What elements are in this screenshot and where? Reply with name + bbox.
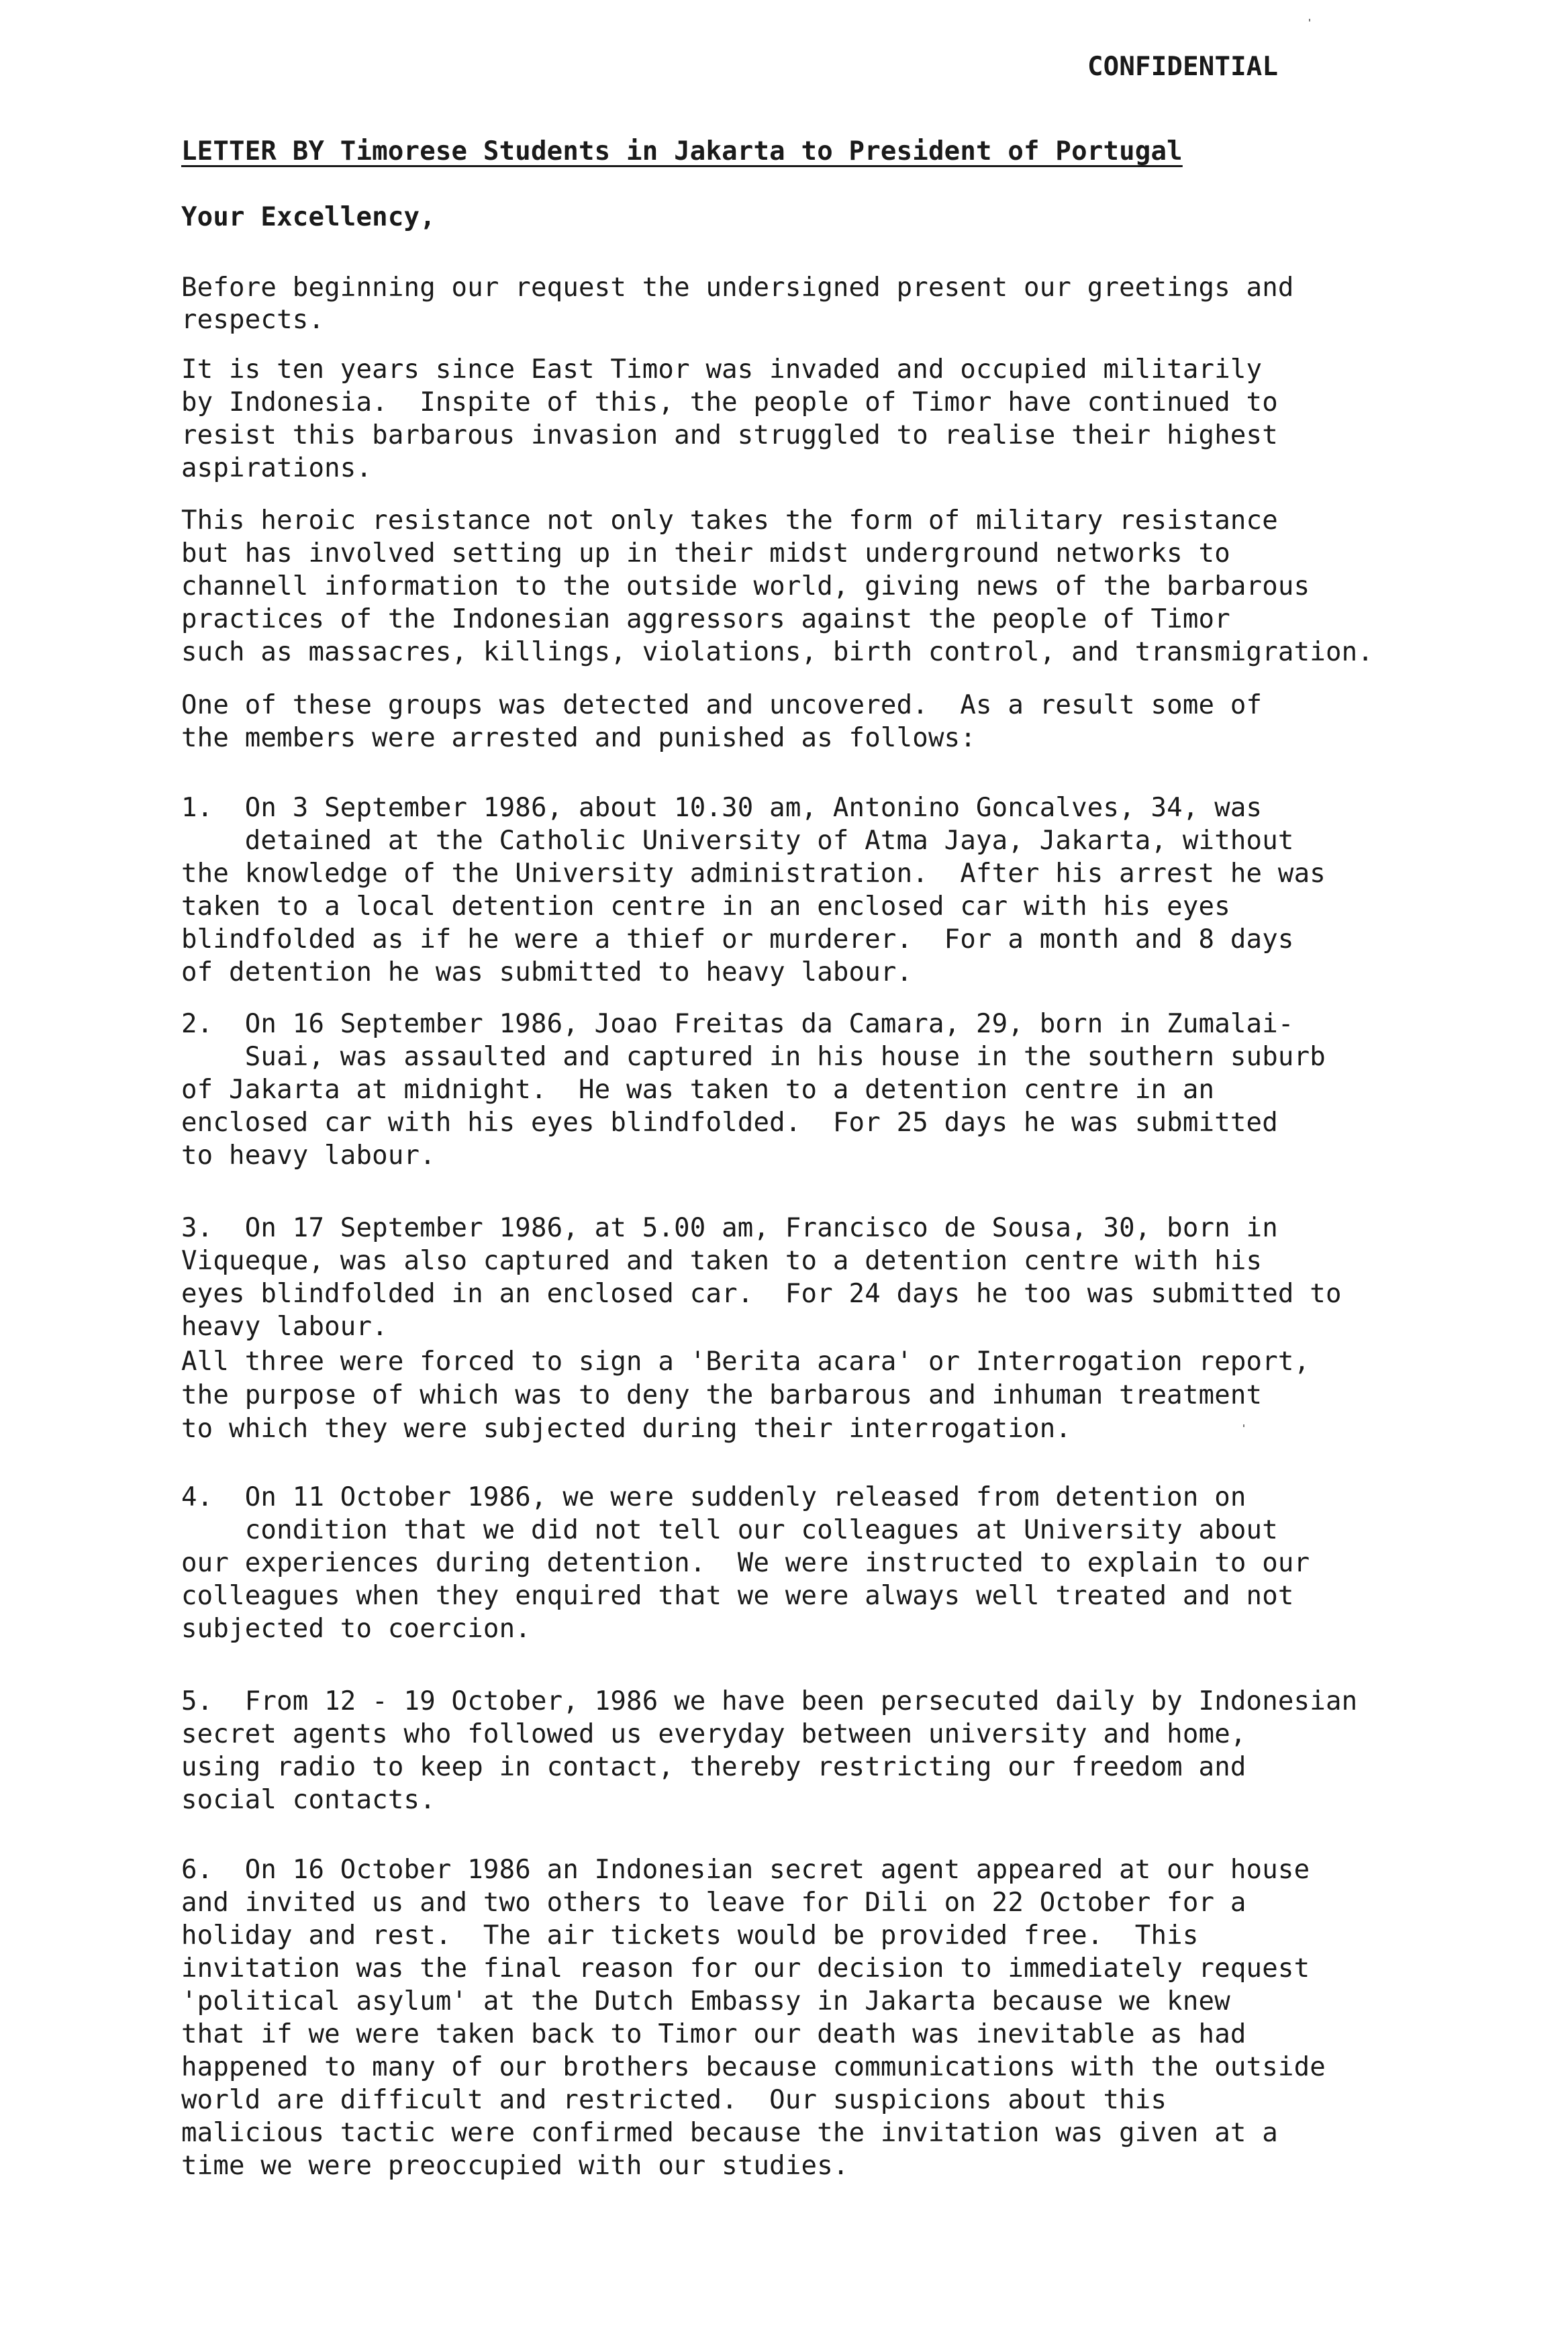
item-1-line: of detention he was submitted to heavy labour. [181, 957, 913, 987]
item-6-line: happened to many of our brothers because communications with the outside [181, 2052, 1326, 2082]
item-1-line: taken to a local detention centre in an enclosed car with his eyes [181, 891, 1230, 922]
paragraph-occupation-line: aspirations. [181, 453, 373, 483]
item-4-line: our experiences during detention. We were instructed to explain to our [181, 1548, 1310, 1578]
confidential-stamp: CONFIDENTIAL [1087, 52, 1279, 82]
item-1-line: blindfolded as if he were a thief or murderer. For a month and 8 days [181, 924, 1294, 955]
item-1-line: detained at the Catholic University of Atma Jaya, Jakarta, without [181, 826, 1294, 856]
item-1-line: the knowledge of the University administration. After his arrest he was [181, 859, 1326, 889]
item-3-line: to which they were subjected during their interrogation. [181, 1414, 1072, 1444]
item-6-line: 'political asylum' at the Dutch Embassy in Jakarta because we knew [181, 1986, 1230, 2016]
item-4-line: condition that we did not tell our colleagues at University about [181, 1515, 1278, 1545]
item-2-line: enclosed car with his eyes blindfolded. For 25 days he was submitted [181, 1108, 1278, 1138]
letter-title: LETTER BY Timorese Students in Jakarta to President of Portugal [181, 136, 1183, 166]
salutation: Your Excellency, [181, 202, 436, 232]
item-2-line: Suai, was assaulted and captured in his house in the southern suburb [181, 1042, 1326, 1072]
paragraph-resistance-line: such as massacres, killings, violations, birth control, and transmigration. [181, 637, 1373, 667]
paragraph-occupation-line: resist this barbarous invasion and struggled to realise their highest [181, 420, 1278, 450]
item-6-line: holiday and rest. The air tickets would be provided free. This [181, 1920, 1199, 1951]
item-6-line: that if we were taken back to Timor our death was inevitable as had [181, 2019, 1246, 2049]
item-6-line: malicious tactic were confirmed because the invitation was given at a [181, 2118, 1278, 2148]
item-6-line: invitation was the final reason for our decision to immediately request [181, 1953, 1310, 1984]
paragraph-resistance-line: practices of the Indonesian aggressors against the people of Timor [181, 604, 1230, 634]
paragraph-resistance-line: but has involved setting up in their midst underground networks to [181, 538, 1230, 569]
item-2-line: to heavy labour. [181, 1140, 436, 1171]
item-5-line: social contacts. [181, 1785, 436, 1815]
item-3-line: 3. On 17 September 1986, at 5.00 am, Francisco de Sousa, 30, born in [181, 1213, 1278, 1243]
paragraph-resistance-line: channell information to the outside world, giving news of the barbarous [181, 571, 1310, 601]
item-4-line: 4. On 11 October 1986, we were suddenly released from detention on [181, 1482, 1246, 1512]
paragraph-detection-line: One of these groups was detected and uncovered. As a result some of [181, 690, 1263, 720]
item-6-line: 6. On 16 October 1986 an Indonesian secret agent appeared at our house [181, 1855, 1310, 1885]
item-3-line: Viqueque, was also captured and taken to a detention centre with his [181, 1246, 1263, 1276]
paragraph-resistance-line: This heroic resistance not only takes the form of military resistance [181, 505, 1278, 536]
item-3-line: All three were forced to sign a 'Berita acara' or Interrogation report, [181, 1347, 1310, 1377]
item-6-line: and invited us and two others to leave for Dili on 22 October for a [181, 1888, 1246, 1918]
item-5-line: secret agents who followed us everyday between university and home, [181, 1719, 1246, 1749]
paragraph-greetings-line: respects. [181, 305, 325, 335]
item-2-line: 2. On 16 September 1986, Joao Freitas da Camara, 29, born in Zumalai- [181, 1009, 1294, 1039]
paragraph-greetings-line: Before beginning our request the undersigned present our greetings and [181, 273, 1294, 303]
item-3-line: eyes blindfolded in an enclosed car. For 24 days he too was submitted to [181, 1279, 1342, 1309]
paragraph-occupation-line: It is ten years since East Timor was invaded and occupied militarily [181, 354, 1263, 385]
scan-speck [1309, 19, 1310, 21]
item-6-line: world are difficult and restricted. Our suspicions about this [181, 2085, 1167, 2115]
item-5-line: using radio to keep in contact, thereby restricting our freedom and [181, 1752, 1246, 1782]
item-4-line: colleagues when they enquired that we were always well treated and not [181, 1581, 1294, 1611]
scan-speck [1243, 1424, 1244, 1427]
paragraph-detection-line: the members were arrested and punished as follows: [181, 723, 976, 753]
item-3-line: the purpose of which was to deny the barbarous and inhuman treatment [181, 1380, 1263, 1410]
item-5-line: 5. From 12 - 19 October, 1986 we have been persecuted daily by Indonesian [181, 1686, 1358, 1716]
paragraph-occupation-line: by Indonesia. Inspite of this, the people of Timor have continued to [181, 387, 1278, 418]
item-1-line: 1. On 3 September 1986, about 10.30 am, Antonino Goncalves, 34, was [181, 793, 1263, 823]
item-4-line: subjected to coercion. [181, 1614, 531, 1644]
item-2-line: of Jakarta at midnight. He was taken to a detention centre in an [181, 1075, 1215, 1105]
item-3-line: heavy labour. [181, 1312, 388, 1342]
item-6-line: time we were preoccupied with our studies. [181, 2151, 849, 2181]
